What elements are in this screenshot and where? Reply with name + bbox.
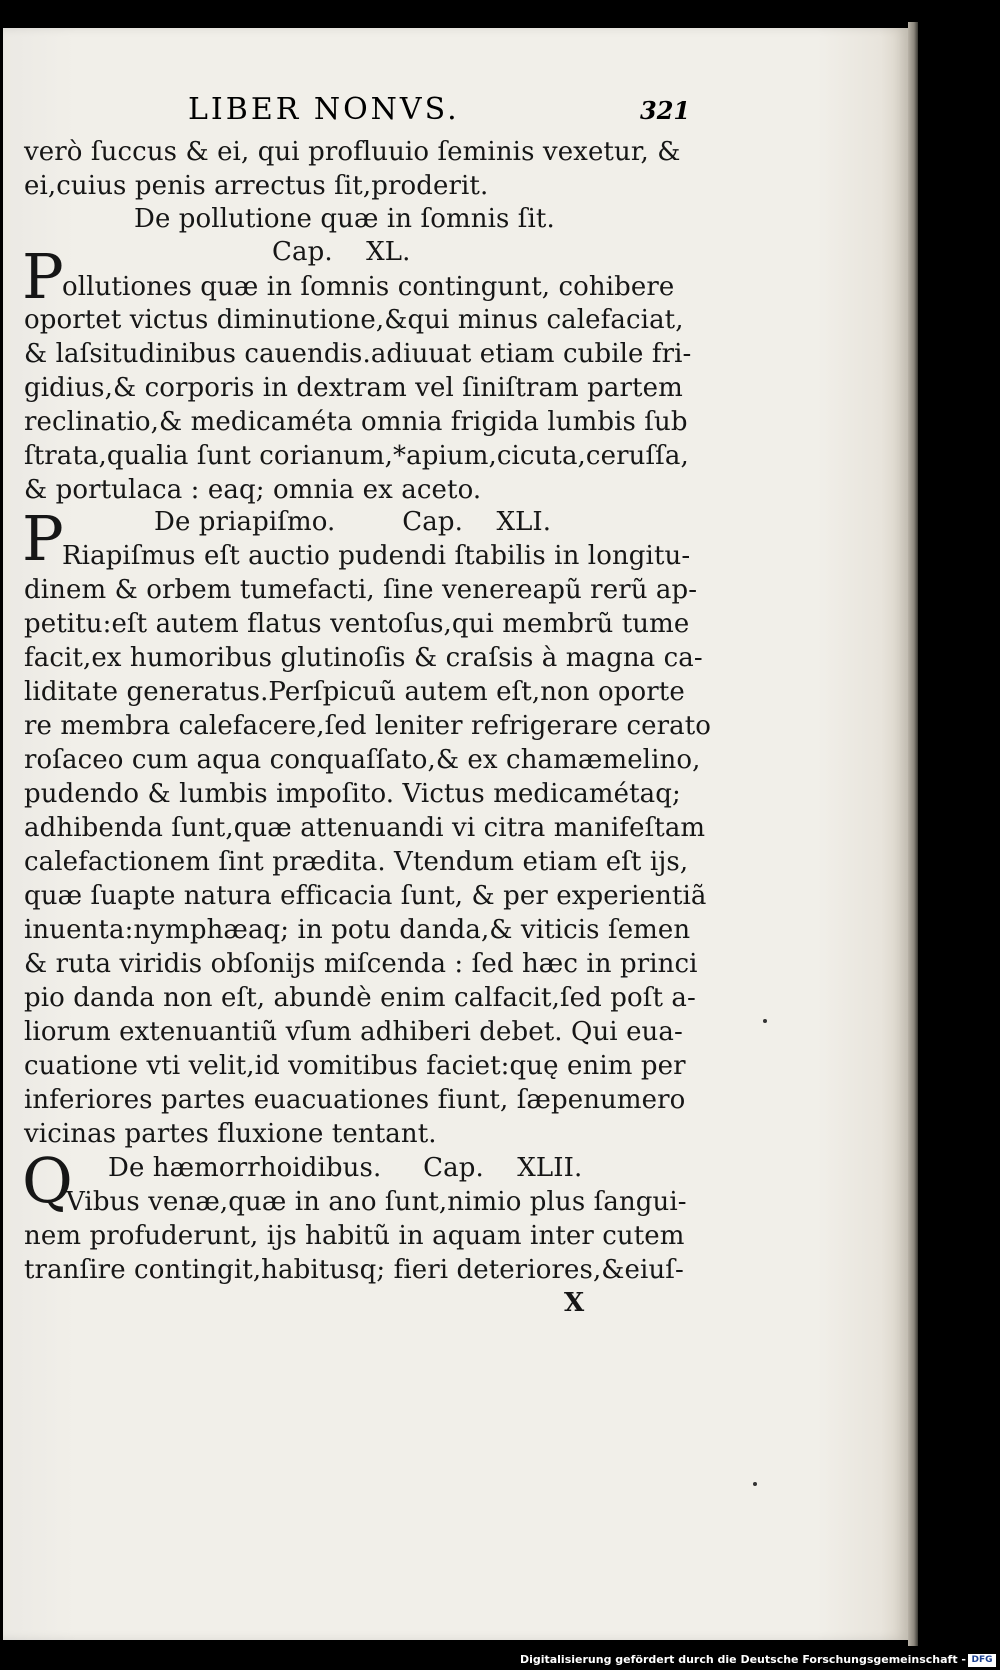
page-number: 321 bbox=[640, 96, 691, 125]
text-line: & laſsitudinibus cauendis.adiuuat etiam cubile fri- bbox=[24, 339, 692, 369]
page-header bbox=[188, 92, 691, 132]
text-line: ollutiones quæ in ſomnis contingunt, cohibere bbox=[62, 272, 675, 302]
text-line: ſtrata,qualia ſunt corianum,*apium,cicuta,ceruſſa, bbox=[24, 441, 689, 471]
dfg-logo: DFG bbox=[968, 1654, 996, 1667]
section-heading: De priapiſmo. Cap. XLI. bbox=[154, 507, 552, 537]
text-line: liditate generatus.Perſpicuũ autem eſt,non oporte bbox=[24, 677, 685, 707]
text-line: adhibenda ſunt,quæ attenuandi vi citra manifeſtam bbox=[24, 813, 706, 843]
text-line: quæ ſuapte natura efficacia ſunt, & per experientiã bbox=[24, 881, 707, 911]
section-heading: De pollutione quæ in ſomnis ſit. bbox=[134, 204, 555, 234]
text-line: reclinatio,& medicaméta omnia frigida lumbis ſub bbox=[24, 407, 688, 437]
drop-capital: Q bbox=[22, 1144, 73, 1217]
text-line: inferiores partes euacuationes fiunt, ſæpenumero bbox=[24, 1085, 686, 1115]
text-line: liorum extenuantiũ vſum adhiberi debet. Qui eua- bbox=[24, 1017, 683, 1047]
funding-credit: Digitalisierung gefördert durch die Deutsche Forschungsgemeinschaft - bbox=[519, 1653, 966, 1666]
drop-capital: P bbox=[22, 502, 64, 575]
footer-bar bbox=[0, 1652, 1000, 1670]
text-line: pio danda non eſt, abundè enim calfacit,ſed poſt a- bbox=[24, 983, 696, 1013]
text-line: verò ſuccus & ei, qui profluuio ſeminis vexetur, & bbox=[24, 137, 681, 167]
ink-speck bbox=[753, 1482, 757, 1486]
text-line: Vibus venæ,quæ in ano ſunt,nimio plus ſangui- bbox=[66, 1187, 687, 1217]
running-head: LIBER NONVS. bbox=[188, 92, 460, 127]
text-line: inuenta:nymphæaq; in potu danda,& viticis ſemen bbox=[24, 915, 691, 945]
text-line: calefactionem ſint prædita. Vtendum etiam eſt ijs, bbox=[24, 847, 689, 877]
text-line: nem profuderunt, ijs habitũ in aquam inter cutem bbox=[24, 1221, 685, 1251]
text-line: facit,ex humoribus glutinoſis & craſsis à magna ca- bbox=[24, 643, 703, 673]
chapter-label: Cap. XL. bbox=[272, 237, 411, 267]
page-edge bbox=[908, 22, 918, 1646]
text-line: tranſire contingit,habitusq; fieri deteriores,&eiuſ- bbox=[24, 1255, 684, 1285]
text-line: & portulaca : eaq; omnia ex aceto. bbox=[24, 475, 482, 505]
text-line: & ruta viridis obſonijs miſcenda : ſed hæc in princi bbox=[24, 949, 698, 979]
text-line: pudendo & lumbis impoſito. Victus medicamétaq; bbox=[24, 779, 681, 809]
text-line: re membra calefacere,ſed leniter refrigerare cerato bbox=[24, 711, 712, 741]
text-line: dinem & orbem tumefacti, ſine venereарũ rerũ ap- bbox=[24, 575, 698, 605]
text-line: petitu:eſt autem flatus ventoſus,qui membrũ tume bbox=[24, 609, 690, 639]
text-line: cuatione vti velit,id vomitibus faciet:quę enim per bbox=[24, 1051, 686, 1081]
text-line: gidius,& corporis in dextram vel ſiniſtram partem bbox=[24, 373, 683, 403]
section-heading: De hæmorrhoidibus. Cap. XLII. bbox=[108, 1153, 583, 1183]
text-line: vicinas partes fluxione tentant. bbox=[24, 1119, 437, 1149]
drop-capital: P bbox=[22, 240, 64, 313]
ink-speck bbox=[763, 1019, 767, 1023]
catchword: X bbox=[564, 1288, 585, 1318]
text-line: Riapiſmus eſt auctio pudendi ſtabilis in longitu- bbox=[62, 541, 691, 571]
text-line: roſaceo cum aqua conquaſſato,& ex chamæmelino, bbox=[24, 745, 701, 775]
text-line: ei,cuius penis arrectus ſit,proderit. bbox=[24, 171, 489, 201]
text-line: oportet victus diminutione,&qui minus calefaciat, bbox=[24, 305, 684, 335]
